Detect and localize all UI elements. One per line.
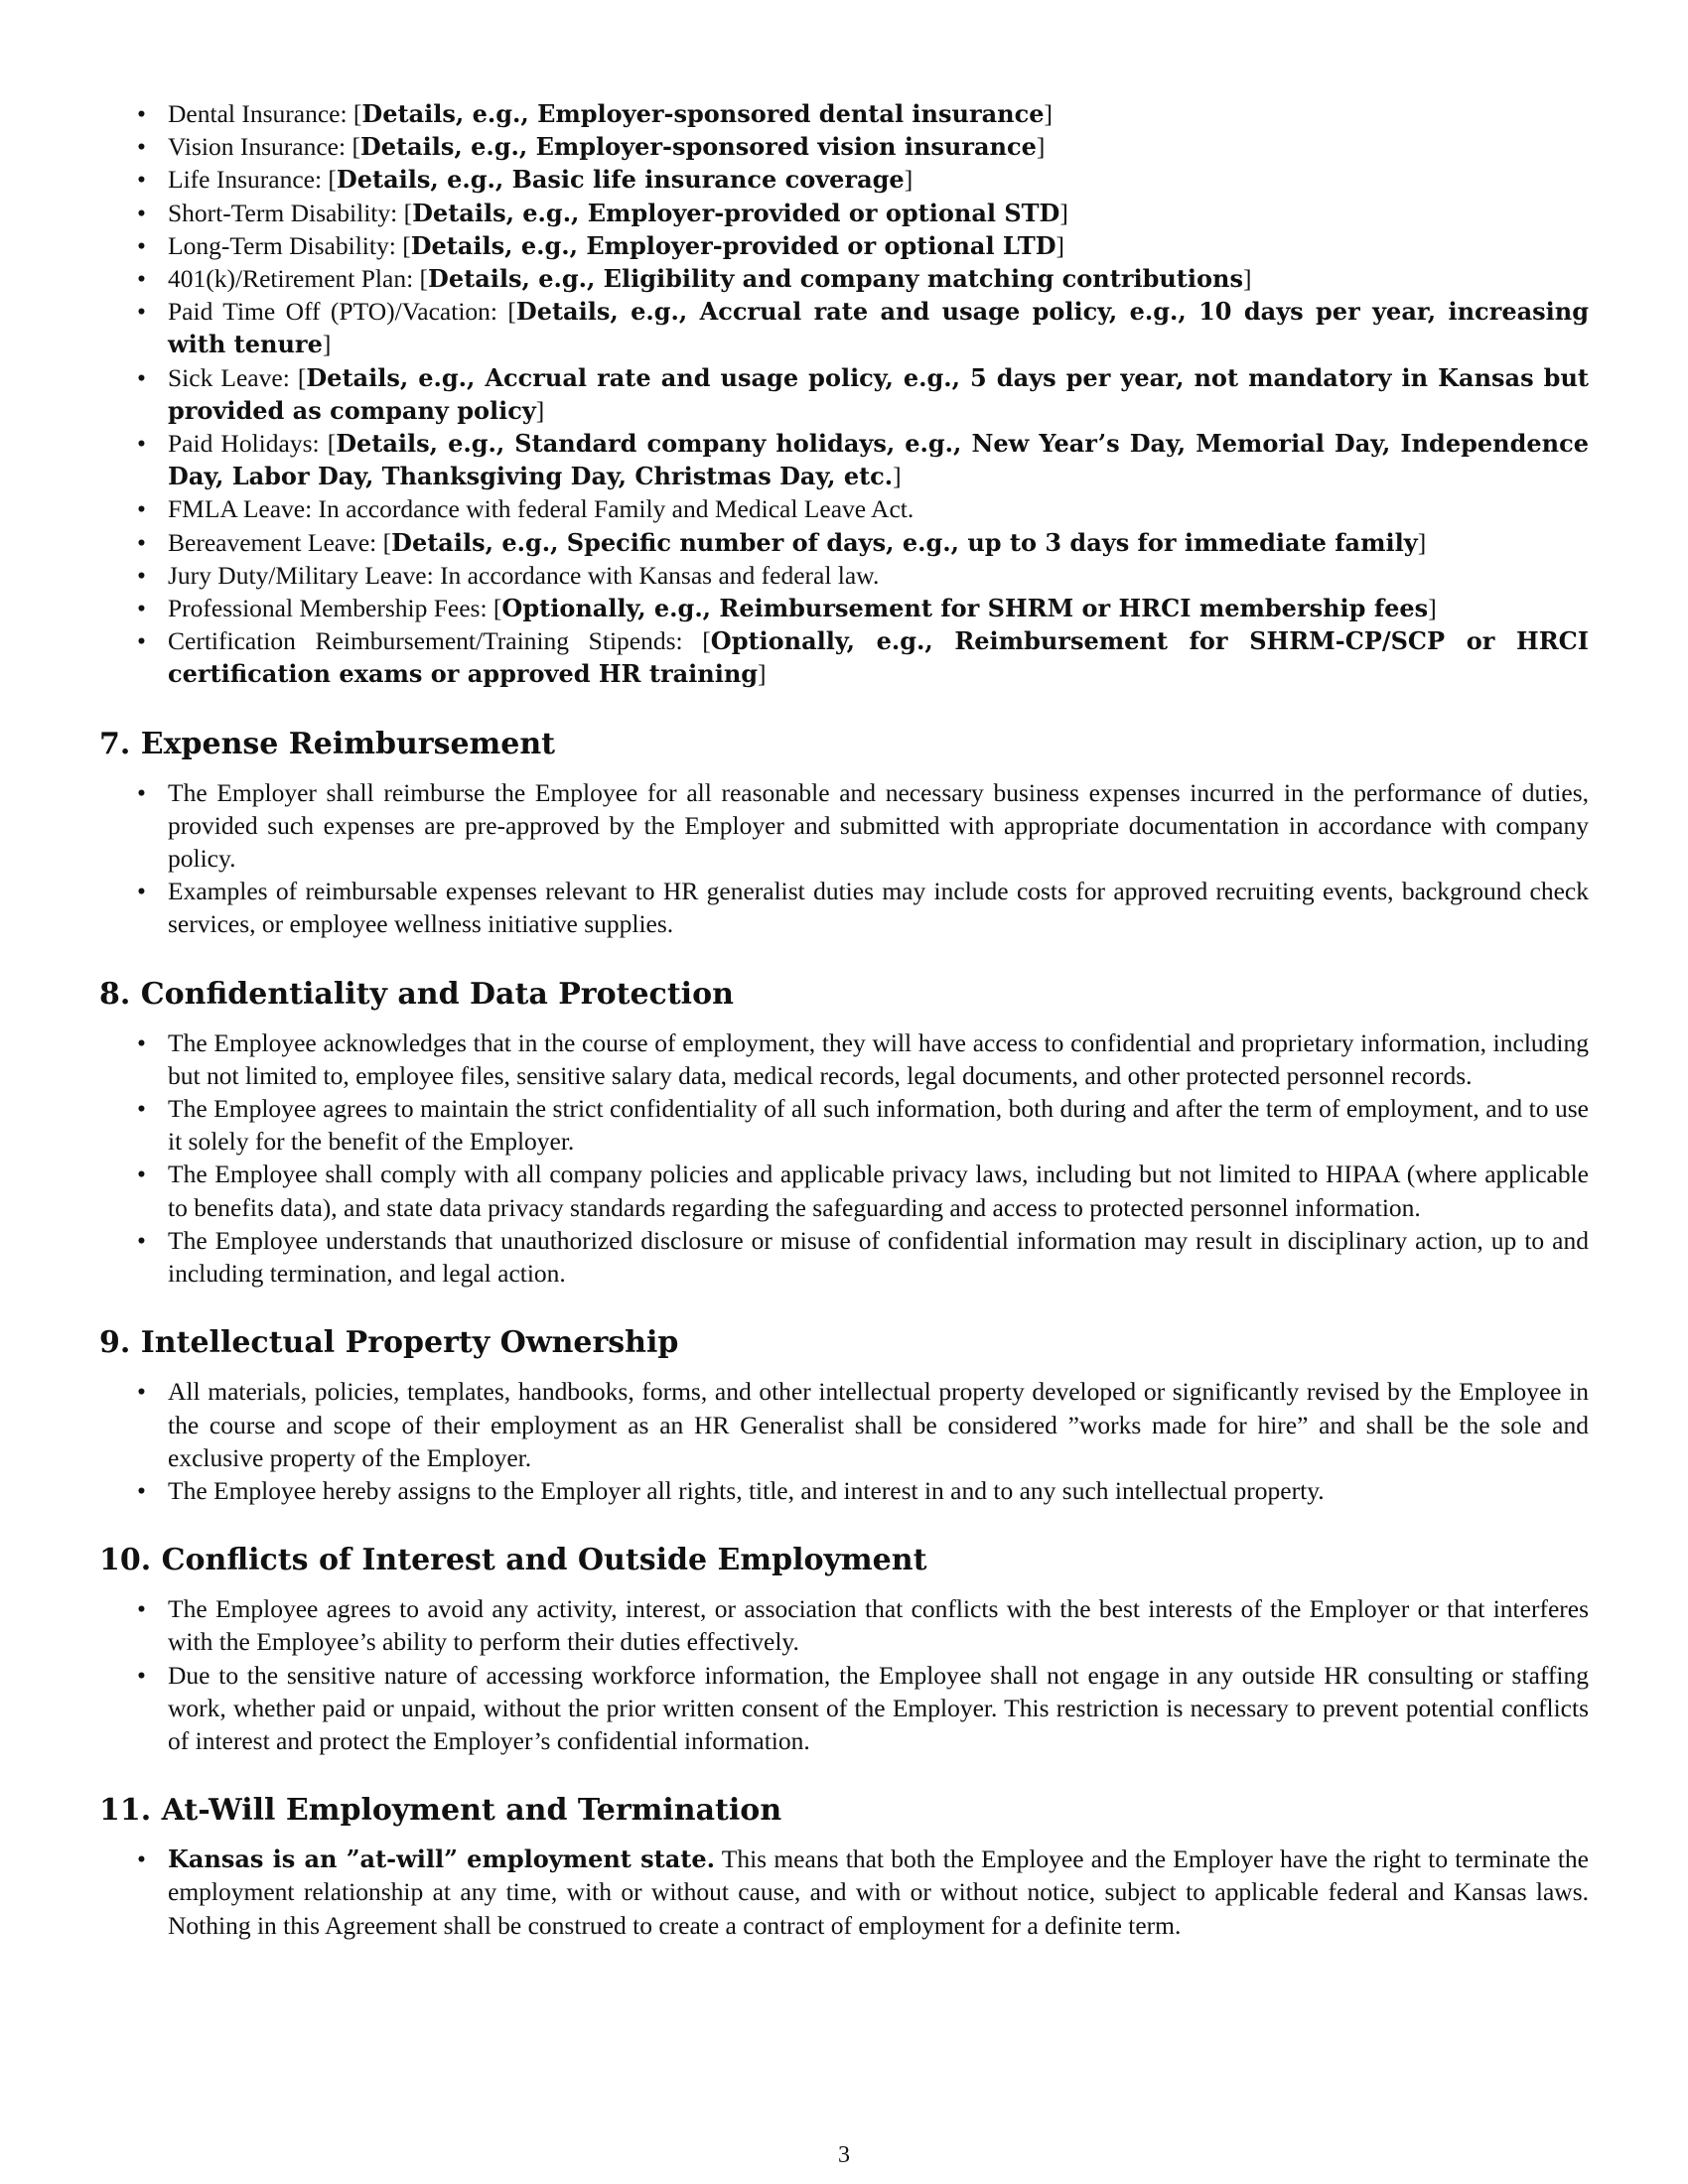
benefit-label: Paid Time Off (PTO)/Vacation: (168, 297, 497, 327)
list-item: • 401(k)/Retirement Plan: [Details, e.g., Eligibility and company matching contributions] (99, 262, 1589, 295)
list-item: • Certification Reimbursement/Training Stipends: [Optionally, e.g., Reimbursement for SHRM-CP/SCP or HRCI certification exams or approved HR training] (99, 624, 1589, 690)
benefit-label: Vision Insurance: (168, 132, 347, 162)
page-number: 3 (838, 2142, 850, 2168)
list-item (99, 559, 1589, 592)
benefit-label: Certification Reimbursement/Training Stipends: (168, 626, 683, 656)
benefit-label: FMLA Leave: In accordance with federal Family and Medical Leave Act. (168, 494, 914, 524)
list-item: • The Employee understands that unauthorized disclosure or misuse of confidential information may result in disciplinary action, up to and including termination, and legal action. (99, 1224, 1589, 1290)
benefit-label: Paid Holidays: (168, 429, 320, 459)
list-item: • Paid Holidays: [Details, e.g., Standard company holidays, e.g., New Year’s Day, Memorial Day, Independence Day, Labor Day, Thanksgiving Day, Christmas Day, etc.] (99, 427, 1589, 492)
list-item: • Vision Insurance: [Details, e.g., Employer-sponsored vision insurance] (99, 130, 1589, 163)
benefit-label: Short-Term Disability: (168, 198, 398, 227)
benefit-detail: Details, e.g., Standard company holidays, e.g., New Year’s Day, Memorial Day, Independence Day, Labor Day, Thanksgiving Day, Christmas Day, etc. (168, 429, 1589, 491)
benefit-detail: Details, e.g., Specific number of days, e.g., up to 3 days for immediate family (391, 527, 1418, 557)
list-item: • The Employer shall reimburse the Employee for all reasonable and necessary business expenses incurred in the performance of duties, provided such expenses are pre-approved by the Employer and submitted with appropriate documentation in accordance with company policy. (99, 776, 1589, 876)
section-list (99, 1026, 1589, 1291)
list-item (99, 1843, 1589, 1942)
benefits-list (99, 97, 1589, 691)
benefit-label: 401(k)/Retirement Plan: (168, 264, 414, 294)
document-page (99, 97, 1589, 1942)
section-conflicts-of-interest (99, 1541, 1589, 1757)
list-item: • The Employee shall comply with all company policies and applicable privacy laws, including but not limited to HIPAA (where applicable to benefits data), and state data privacy standards regarding the safeguarding and access to protected personnel information. (99, 1158, 1589, 1223)
list-item: • Examples of reimbursable expenses relevant to HR generalist duties may include costs for approved recruiting events, background check services, or employee wellness initiative supplies. (99, 875, 1589, 940)
section-expense-reimbursement (99, 725, 1589, 941)
benefit-detail: Optionally, e.g., Reimbursement for SHRM or HRCI membership fees (501, 594, 1429, 623)
section-list (99, 776, 1589, 941)
list-item: • Dental Insurance: [Details, e.g., Employer-sponsored dental insurance] (99, 97, 1589, 130)
section-confidentiality (99, 975, 1589, 1291)
list-item (99, 492, 1589, 525)
section-list (99, 1843, 1589, 1942)
section-heading: 9. Intellectual Property Ownership (99, 1325, 679, 1361)
list-item: • The Employee hereby assigns to the Employer all rights, title, and interest in and to any such intellectual property. (99, 1474, 1589, 1507)
benefit-label: Jury Duty/Military Leave: In accordance with Kansas and federal law. (168, 560, 880, 590)
benefit-detail: Optionally, e.g., Reimbursement for SHRM-CP/SCP or HRCI certification exams or approved HR training (168, 626, 1589, 689)
paragraph-text: This means that both the Employee and the Employer have the right to terminate the employment relationship at any time, with or without cause, and with or without notice, subject to applicable federal and Kansas laws. Nothing in this Agreement shall be construed to create a contract of employment for a definite term. (168, 1844, 1589, 1940)
list-item: • All materials, policies, templates, handbooks, forms, and other intellectual property developed or significantly revised by the Employee in the course and scope of their employment as an HR Generalist shall be considered ”works made for hire” and shall be the sole and exclusive property of the Employer. (99, 1375, 1589, 1474)
list-item: • Paid Time Off (PTO)/Vacation: [Details, e.g., Accrual rate and usage policy, e.g., 10 days per year, increasing with tenure] (99, 295, 1589, 360)
benefit-detail: Details, e.g., Employer-sponsored dental insurance (361, 99, 1045, 128)
list-item: • Long-Term Disability: [Details, e.g., Employer-provided or optional LTD] (99, 229, 1589, 262)
list-item: • Short-Term Disability: [Details, e.g., Employer-provided or optional STD] (99, 197, 1589, 229)
section-heading: 10. Conflicts of Interest and Outside Employment (99, 1543, 927, 1578)
section-heading: 7. Expense Reimbursement (99, 726, 556, 761)
benefit-detail: Details, e.g., Accrual rate and usage policy, e.g., 10 days per year, increasing with tenure (168, 297, 1589, 359)
list-item: • Due to the sensitive nature of accessing workforce information, the Employee shall not engage in any outside HR consulting or staffing work, whether paid or unpaid, without the prior written consent of the Employer. This restriction is necessary to prevent potential conflicts of interest and protect the Employer’s confidential information. (99, 1659, 1589, 1758)
benefit-label: Long-Term Disability: (168, 230, 396, 260)
benefit-label: Sick Leave: (168, 362, 290, 392)
benefit-detail: Details, e.g., Employer-provided or optional STD (412, 198, 1060, 227)
benefit-detail: Details, e.g., Basic life insurance coverage (336, 165, 905, 195)
bold-lead: Kansas is an ”at-will” employment state. (168, 1844, 715, 1874)
benefit-detail: Details, e.g., Employer-sponsored vision insurance (359, 132, 1037, 162)
benefit-detail: Details, e.g., Eligibility and company matching contributions (428, 264, 1243, 294)
list-item: • The Employee acknowledges that in the course of employment, they will have access to confidential and proprietary information, including but not limited to, employee files, sensitive salary data, medical records, legal documents, and other protected personnel records. (99, 1026, 1589, 1092)
section-heading: 11. At-Will Employment and Termination (99, 1793, 782, 1829)
list-item: • Bereavement Leave: [Details, e.g., Specific number of days, e.g., up to 3 days for immediate family] (99, 526, 1589, 559)
list-item: • The Employee agrees to avoid any activity, interest, or association that conflicts with the best interests of the Employer or that interferes with the Employee’s ability to perform their duties effectively. (99, 1592, 1589, 1658)
section-heading: 8. Confidentiality and Data Protection (99, 976, 734, 1012)
list-item: • The Employee agrees to maintain the strict confidentiality of all such information, both during and after the term of employment, and to use it solely for the benefit of the Employer. (99, 1092, 1589, 1158)
benefit-label: Dental Insurance: (168, 99, 348, 128)
section-intellectual-property (99, 1323, 1589, 1507)
benefit-label: Bereavement Leave: (168, 527, 377, 557)
section-at-will-employment (99, 1791, 1589, 1942)
benefit-label: Professional Membership Fees: (168, 594, 488, 623)
section-list (99, 1592, 1589, 1757)
list-item: • Life Insurance: [Details, e.g., Basic life insurance coverage] (99, 163, 1589, 196)
list-item: • Sick Leave: [Details, e.g., Accrual rate and usage policy, e.g., 5 days per year, not mandatory in Kansas but provided as company policy] (99, 361, 1589, 427)
section-list (99, 1375, 1589, 1507)
benefit-detail: Details, e.g., Employer-provided or optional LTD (410, 230, 1056, 260)
benefit-detail: Details, e.g., Accrual rate and usage policy, e.g., 5 days per year, not mandatory in Kansas but provided as company policy (168, 362, 1589, 425)
benefit-label: Life Insurance: (168, 165, 323, 195)
list-item: • Professional Membership Fees: [Optionally, e.g., Reimbursement for SHRM or HRCI membership fees] (99, 592, 1589, 624)
